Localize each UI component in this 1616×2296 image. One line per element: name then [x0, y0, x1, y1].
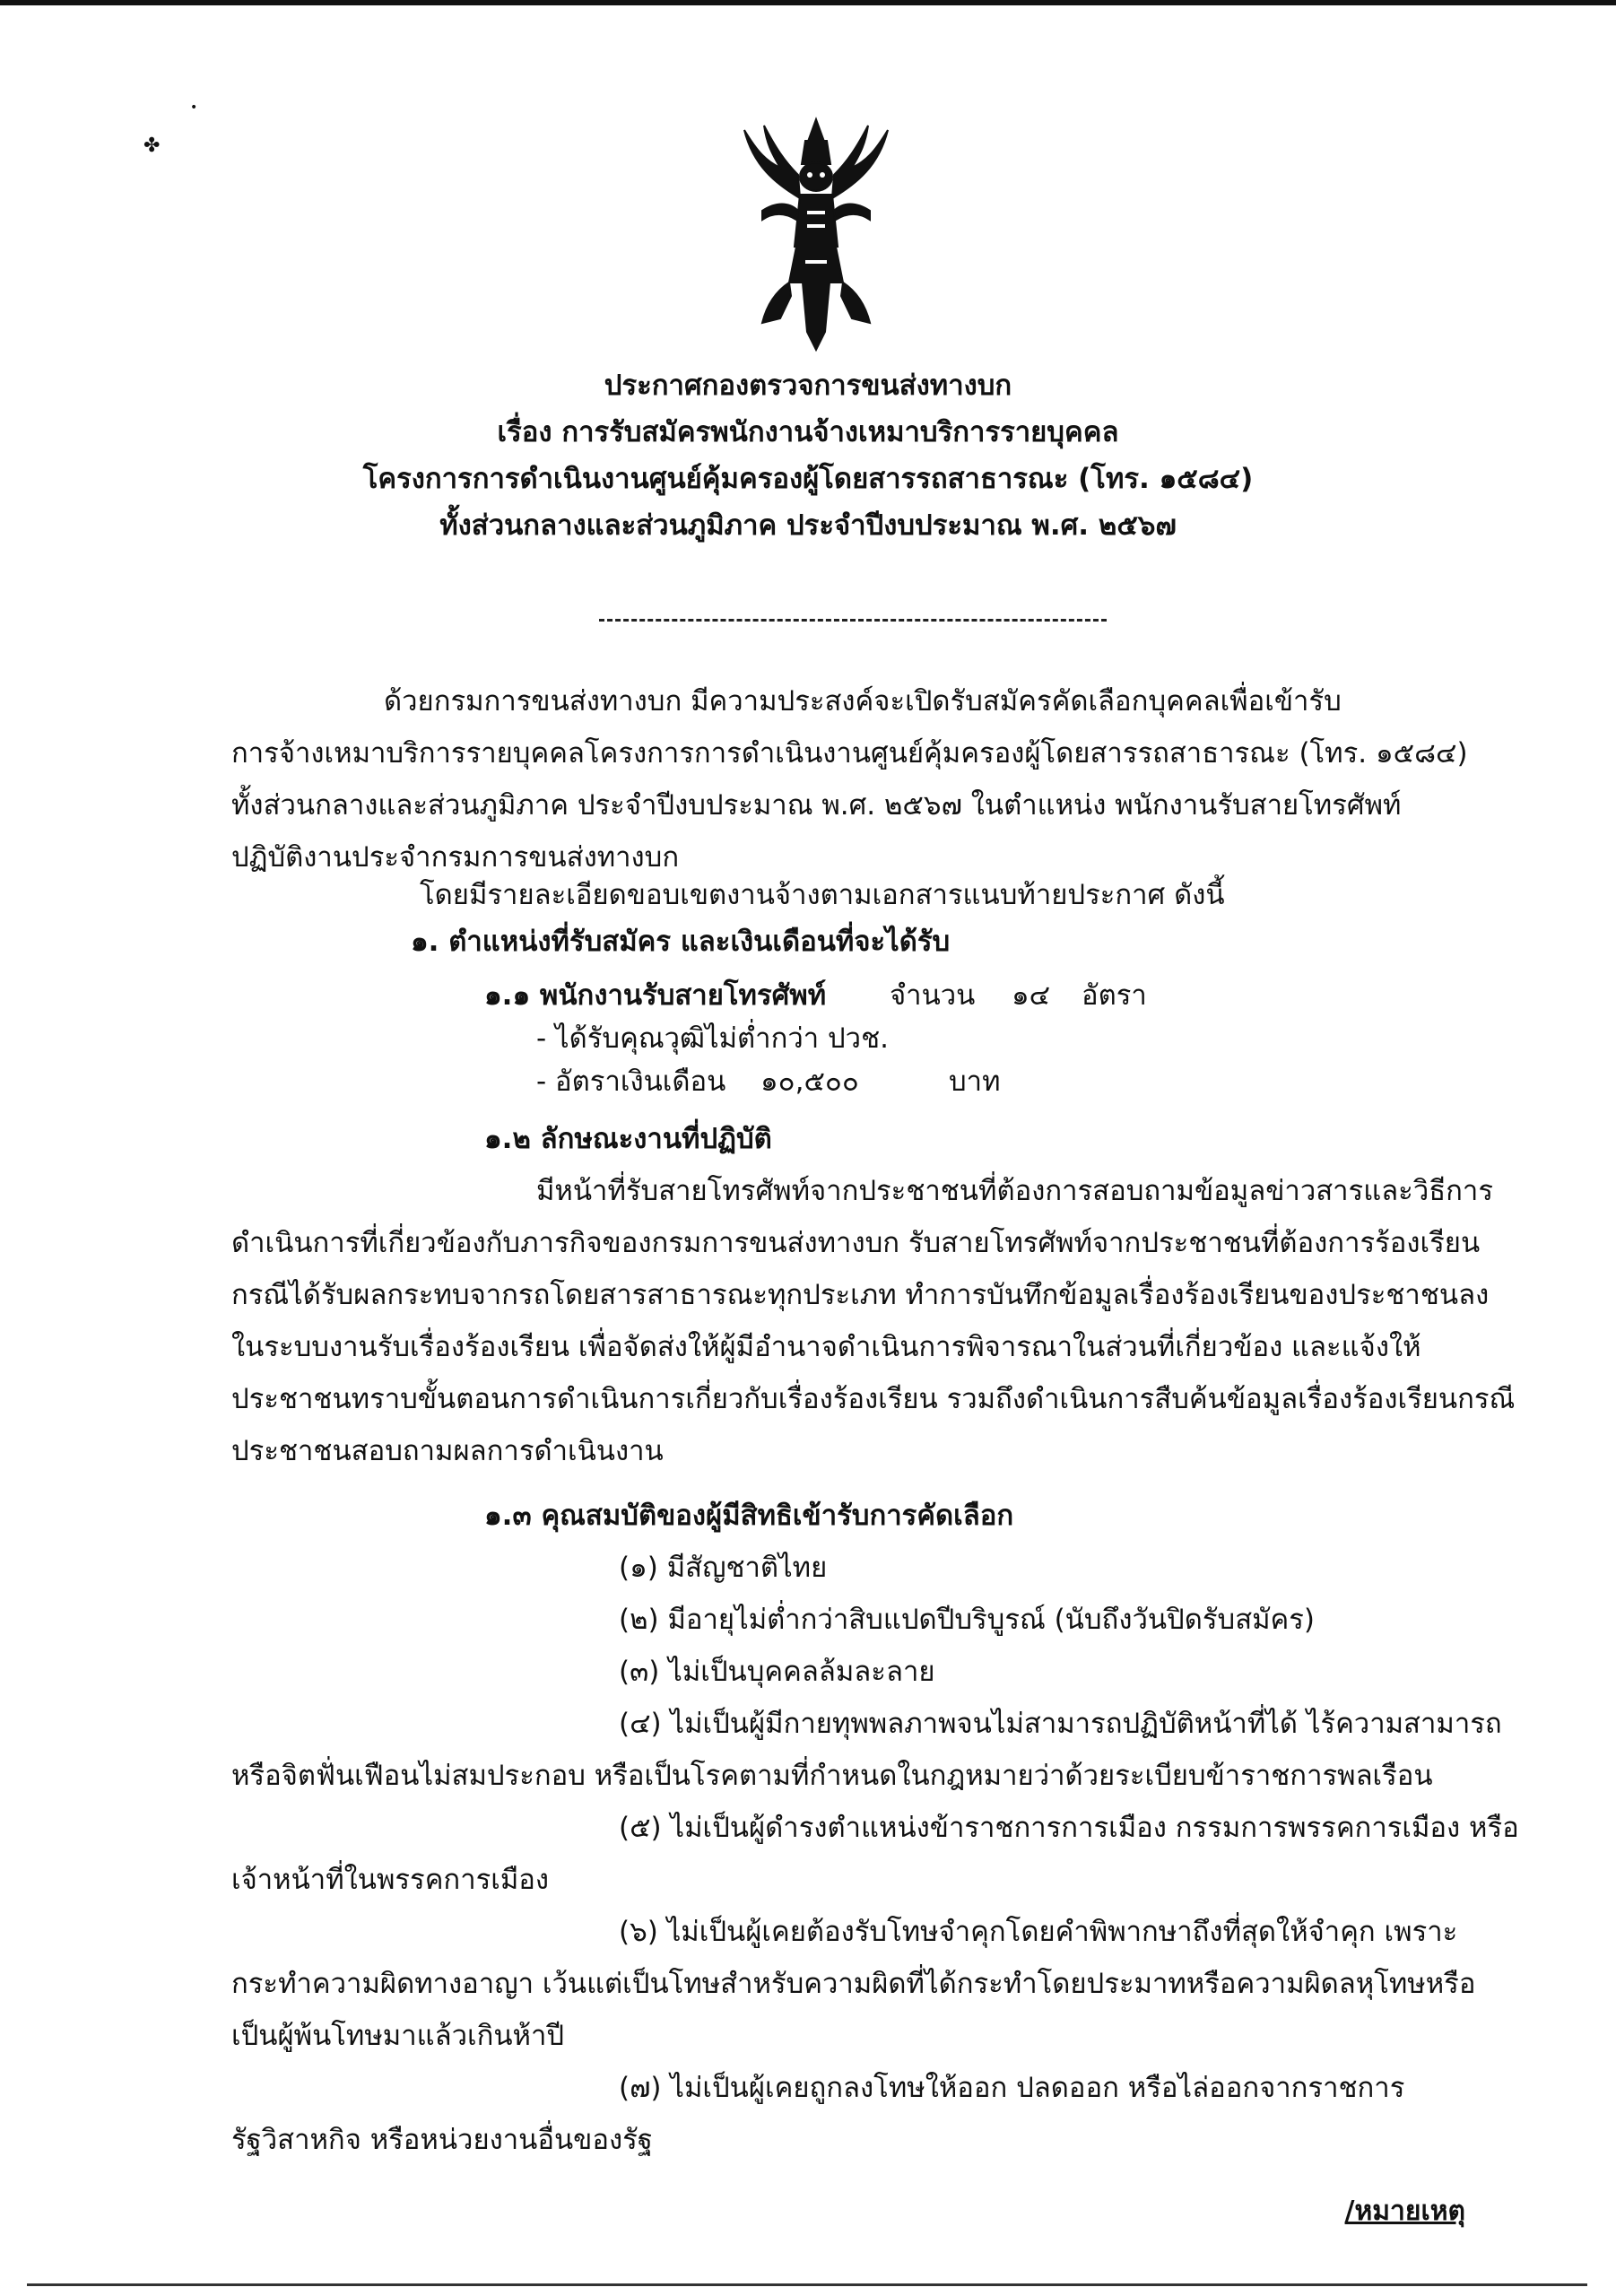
- scan-speck: ✤: [143, 135, 161, 157]
- count-unit: อัตรา: [1082, 979, 1147, 1012]
- salary-currency: บาท: [949, 1065, 1001, 1098]
- duty-line: ในระบบงานรับเรื่องร้องเรียน เพื่อจัดส่งให้ผู้มีอำนาจดำเนินการพิจารณาในส่วนที่เกี่ยวข้อง และแจ้งให้: [231, 1331, 1421, 1363]
- position-label: ๑.๑ พนักงานรับสายโทรศัพท์: [484, 979, 827, 1012]
- salary-label: - อัตราเงินเดือน: [536, 1065, 726, 1098]
- section-heading: ๑. ตำแหน่งที่รับสมัคร และเงินเดือนที่จะได้รับ: [411, 926, 951, 958]
- announcement-subject: เรื่อง การรับสมัครพนักงานจ้างเหมาบริการรายบุคคล: [497, 416, 1119, 448]
- qualification-item: (๒) มีอายุไม่ต่ำกว่าสิบแปดปีบริบูรณ์ (นับถึงวันปิดรับสมัคร): [619, 1604, 1316, 1636]
- intro-line: ด้วยกรมการขนส่งทางบก มีความประสงค์จะเปิดรับสมัครคัดเลือกบุคคลเพื่อเข้ารับ: [384, 685, 1342, 718]
- duty-heading: ๑.๒ ลักษณะงานที่ปฏิบัติ: [484, 1123, 772, 1155]
- garuda-emblem-icon: [726, 112, 906, 354]
- intro-line: ปฏิบัติงานประจำกรมการขนส่งทางบก: [231, 841, 680, 874]
- duty-line: กรณีได้รับผลกระทบจากรถโดยสารสาธารณะทุกประเภท ทำการบันทึกข้อมูลเรื่องร้องเรียนของประชาชนลง: [231, 1279, 1490, 1311]
- qualification-item: หรือจิตฟั่นเฟือนไม่สมประกอบ หรือเป็นโรคตามที่กำหนดในกฎหมายว่าด้วยระเบียบข้าราชการพลเรือน: [231, 1760, 1433, 1792]
- announcement-title: ประกาศกองตรวจการขนส่งทางบก: [604, 370, 1012, 402]
- intro-line: การจ้างเหมาบริการรายบุคคลโครงการการดำเนินงานศูนย์คุ้มครองผู้โดยสารรถสาธารณะ (โทร. ๑๕๘๔): [231, 737, 1468, 770]
- announcement-project: โครงการการดำเนินงานศูนย์คุ้มครองผู้โดยสารรถสาธารณะ (โทร. ๑๕๘๔): [362, 463, 1254, 495]
- scan-speck: •: [190, 100, 198, 115]
- duty-line: ประชาชนสอบถามผลการดำเนินงาน: [231, 1435, 664, 1467]
- duty-line: มีหน้าที่รับสายโทรศัพท์จากประชาชนที่ต้องการสอบถามข้อมูลข่าวสารและวิธีการ: [536, 1175, 1493, 1207]
- count-label: จำนวน: [890, 979, 976, 1012]
- qualification-item: เจ้าหน้าที่ในพรรคการเมือง: [231, 1864, 550, 1896]
- qualification-item: (๕) ไม่เป็นผู้ดำรงตำแหน่งข้าราชการการเมือง กรรมการพรรคการเมือง หรือ: [619, 1812, 1519, 1844]
- qualification-item: (๔) ไม่เป็นผู้มีกายทุพพลภาพจนไม่สามารถปฏิบัติหน้าที่ได้ ไร้ความสามารถ: [619, 1708, 1502, 1740]
- intro-line: ทั้งส่วนกลางและส่วนภูมิภาค ประจำปีงบประมาณ พ.ศ. ๒๕๖๗ ในตำแหน่ง พนักงานรับสายโทรศัพท์: [231, 789, 1402, 822]
- header-divider: [599, 619, 1107, 622]
- qualification-heading: ๑.๓ คุณสมบัติของผู้มีสิทธิเข้ารับการคัดเลือก: [484, 1500, 1014, 1532]
- qualification-item: รัฐวิสาหกิจ หรือหน่วยงานอื่นของรัฐ: [231, 2124, 653, 2156]
- announcement-scope: ทั้งส่วนกลางและส่วนภูมิภาค ประจำปีงบประมาณ พ.ศ. ๒๕๖๗: [439, 509, 1177, 542]
- scan-bottom-edge: [27, 2283, 1587, 2286]
- duty-line: ดำเนินการที่เกี่ยวข้องกับภารกิจของกรมการขนส่งทางบก รับสายโทรศัพท์จากประชาชนที่ต้องการร้องเรียน: [231, 1227, 1481, 1259]
- scan-top-edge: [0, 0, 1616, 5]
- qualification-item: เป็นผู้พ้นโทษมาแล้วเกินห้าปี: [231, 2020, 565, 2052]
- continued-note: /หมายเหตุ: [1344, 2196, 1465, 2227]
- qualification-item: (๓) ไม่เป็นบุคคลล้มละลาย: [619, 1656, 935, 1688]
- qualification-line: - ได้รับคุณวุฒิไม่ต่ำกว่า ปวช.: [536, 1022, 889, 1055]
- qualification-item: (๑) มีสัญชาติไทย: [619, 1552, 828, 1584]
- qualification-item: กระทำความผิดทางอาญา เว้นแต่เป็นโทษสำหรับความผิดที่ได้กระทำโดยประมาทหรือความผิดลหุโทษหรือ: [231, 1968, 1476, 2000]
- qualification-item: (๗) ไม่เป็นผู้เคยถูกลงโทษให้ออก ปลดออก หรือไล่ออกจากราชการ: [619, 2072, 1405, 2104]
- intro-line: โดยมีรายละเอียดขอบเขตงานจ้างตามเอกสารแนบท้ายประกาศ ดังนี้: [420, 879, 1225, 911]
- qualification-item: (๖) ไม่เป็นผู้เคยต้องรับโทษจำคุกโดยคำพิพากษาถึงที่สุดให้จำคุก เพราะ: [619, 1916, 1458, 1948]
- duty-line: ประชาชนทราบขั้นตอนการดำเนินการเกี่ยวกับเรื่องร้องเรียน รวมถึงดำเนินการสืบค้นข้อมูลเรื่องร้องเรียนกรณี: [231, 1383, 1516, 1415]
- salary-value: ๑๐,๕๐๐: [760, 1065, 859, 1098]
- count-value: ๑๔: [1012, 979, 1051, 1012]
